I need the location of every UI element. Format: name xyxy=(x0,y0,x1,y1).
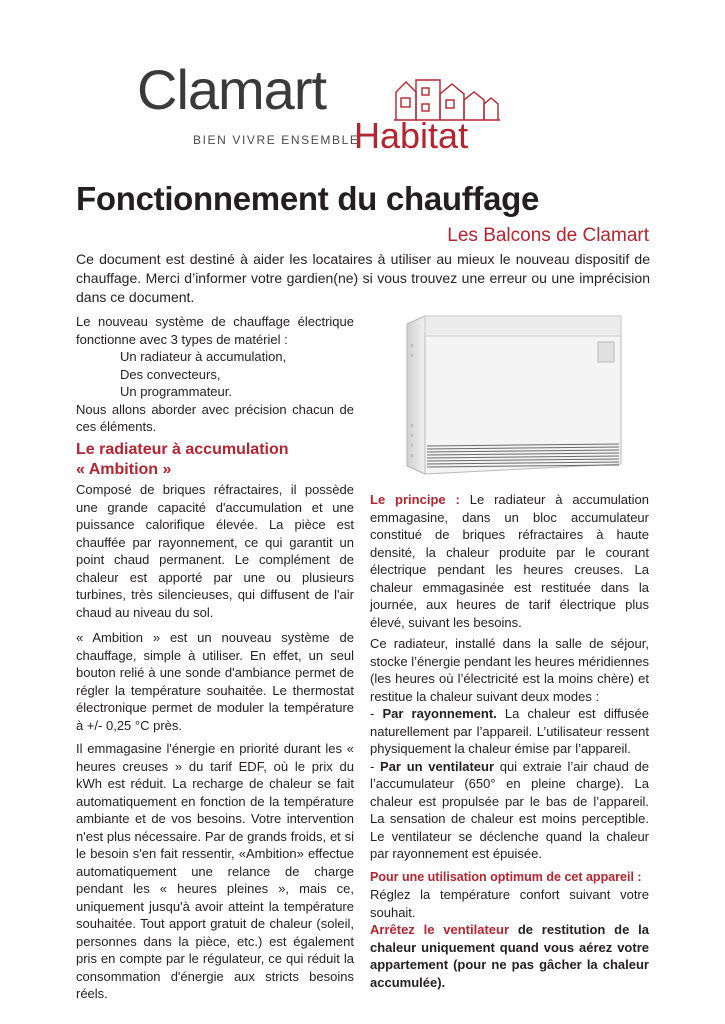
mode2-text: qui extraie l’air chaud de l’accumulateur (650° en pleine charge). La chaleur est propulsée par le bas de l’appareil. La sensation de chaleur est moins perceptible. Le ventilateur se déclenche quand la chaleur par rayonnement est épuisée. xyxy=(370,758,649,861)
left-p2: Nous allons aborder avec précision chacun de ces éléments. xyxy=(76,401,354,434)
right-p2: Ce radiateur, installé dans la salle de séjour, stocke l’énergie pendant les heures méridiennes (les heures où l’électricité est la moins chère) et restitue la chaleur suivant deux modes : xyxy=(370,636,649,704)
logo-habitat: Habitat xyxy=(354,115,469,156)
mode1-prefix: - xyxy=(370,706,383,721)
mode1-text: La chaleur est diffusée naturellement par l’appareil. L’utilisateur ressent physiquement la chaleur émise par l’appareil. xyxy=(370,706,649,756)
principe-text: Le radiateur à accumulation emmagasine, dans un bloc accumulateur constitué de briques réfractaires à haute densité, la chaleur produite par le courant électrique pendant les heures creuses. La chaleur emmagasinée est restituée dans la journée, aux heures de tarif électrique plus élevé, suivant les besoins. xyxy=(370,492,649,630)
principe-label: Le principe : xyxy=(370,492,460,507)
arret-paragraph xyxy=(370,921,649,991)
logo-tagline: BIEN VIVRE ENSEMBLE xyxy=(193,133,360,147)
mode2-paragraph xyxy=(370,758,649,863)
page-subtitle: Les Balcons de Clamart xyxy=(447,225,649,246)
optimum-text: Réglez la température confort suivant votre souhait. xyxy=(370,887,649,920)
left-p3: Composé de briques réfractaires, il possède une grande capacité d'accumulation et une puissance calorifique élevée. La pièce est chauffée par rayonnement, ce qui garantit un point chaud permanent. Le complément de chaleur est apporté par une ou plusieurs turbines, très silencieuses, qui diffusent de l'air chaud au niveau du sol. xyxy=(76,482,354,620)
left-p1: Le nouveau système de chauffage électrique fonctionne avec 3 types de matériel : xyxy=(76,314,354,347)
left-p5: Il emmagasine l'énergie en priorité durant les « heures creuses » du tarif EDF, où le prix du kWh est réduit. La recharge de chaleur se fait automatiquement en fonction de la température ambiante et de vos besoins. Votre intervention n'est plus nécessaire. Par de grands froids, et si le besoin s'en fait ressentir, «Ambition» effectue automatiquement une relance de charge pendant les « heures pleines », mais ce, uniquement jusqu'à avoir atteint la température souhaitée. Tout apport gratuit de chaleur (soleil, personnes dans la pièce, etc.) est également pris en compte par le régulateur, ce qui réduit la consommation d'énergie aux stricts besoins réels. xyxy=(76,741,354,1001)
mode1-label: Par rayonnement. xyxy=(382,706,497,721)
arret-red: Arrêtez le ventilateur xyxy=(370,922,510,937)
left-body xyxy=(76,481,354,1003)
arret-bold: de restitution de la chaleur uniquement quand vous aérez votre appartement (pour ne pas gâcher la chaleur accumulée). xyxy=(370,922,650,990)
radiator-image xyxy=(403,314,625,478)
mode1-paragraph xyxy=(370,705,649,758)
principe-paragraph xyxy=(370,491,649,631)
list-item: Des convecteurs, xyxy=(120,366,221,382)
right-column xyxy=(370,491,649,991)
left-p4: « Ambition » est un nouveau système de chauffage, simple à utiliser. En effet, un seul bouton relié à une sonde d'ambiance permet de régler la température souhaitée. Le thermostat électronique permet de moduler la température à +/- 0,25 °C près. xyxy=(76,630,354,733)
section-heading xyxy=(76,440,354,480)
optimum-label: Pour une utilisation optimum de cet appareil : xyxy=(370,869,642,884)
mode2-label: Par un ventilateur xyxy=(380,758,495,774)
list-item: Un programmateur. xyxy=(120,384,232,399)
mode2-prefix: - xyxy=(370,758,381,774)
left-column xyxy=(76,313,354,436)
intro-paragraph: Ce document est destiné à aider les locataires à utiliser au mieux le nouveau dispositif de chauffage. Merci d’informer votre gardien(ne) si vous trouvez une erreur ou une imprécision dans ce document. xyxy=(76,251,650,305)
section-heading-line1: Le radiateur à accumulation xyxy=(76,441,289,458)
list-item: Un radiateur à accumulation, xyxy=(120,349,287,364)
section-heading-line2: « Ambition » xyxy=(76,461,172,478)
logo-clamart: Clamart xyxy=(137,58,327,121)
page-title: Fonctionnement du chauffage xyxy=(76,180,540,217)
